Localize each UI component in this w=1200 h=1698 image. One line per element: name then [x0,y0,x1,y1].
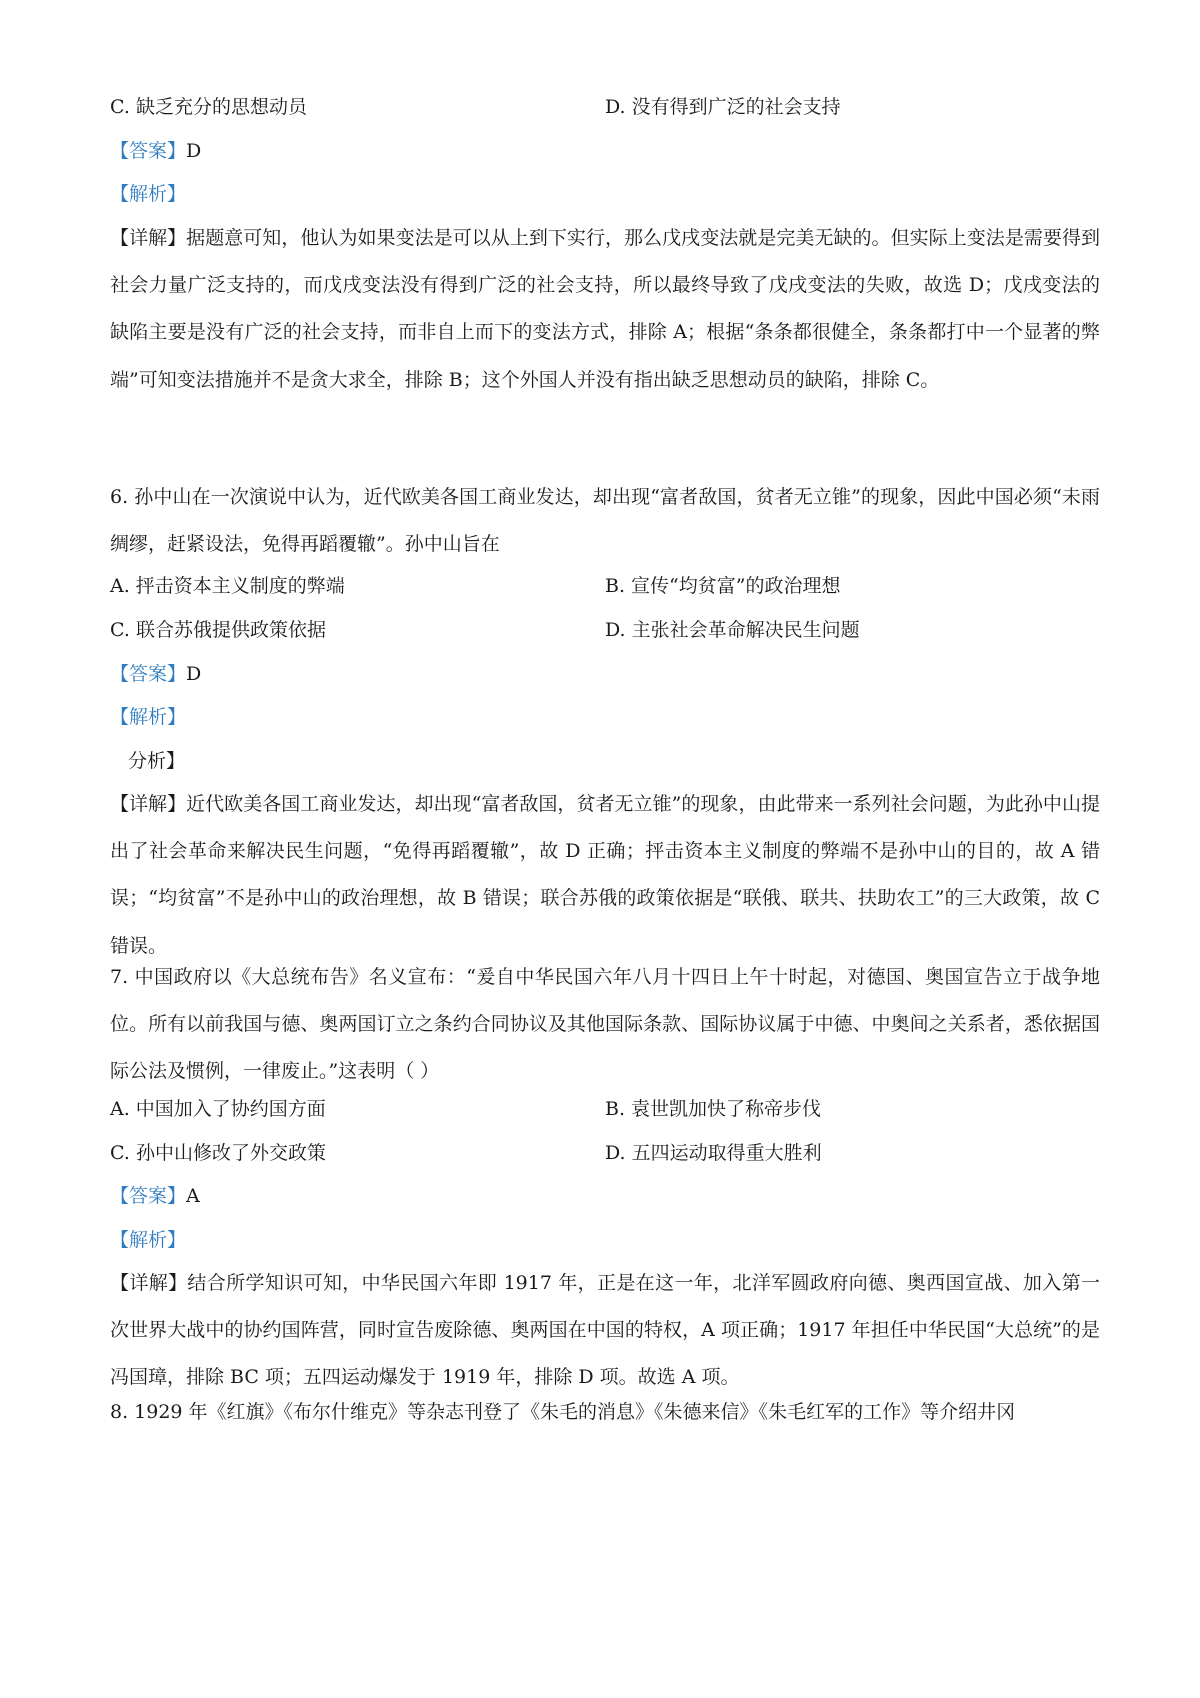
q5-analysis-tag: 【解析】 [110,183,187,205]
q7-analysis-tag: 【解析】 [110,1229,187,1251]
q6-fenxi: 分析】 [128,750,186,772]
q6-detail: 【详解】近代欧美各国工商业发达，却出现“富者敌国，贫者无立锥”的现象，由此带来一系列社会问题，为此孙中山提出了社会革命来解决民生问题，“免得再蹈覆辙”，故 D 正确；抨击资本主义制度的弊端不是孙中山的目的，故 A 错误；“均贫富”不是孙中山的政治理想，故 B 错误；联合苏俄的政策依据是“联俄、联共、扶助农工”的三大政策，故 C 错误。 [110,793,1100,957]
answer-value: D [186,140,202,162]
q7-stem: 7. 中国政府以《大总统布告》名义宣布：“爰自中华民国六年八月十四日上午十时起，对德国、奥国宣告立于战争地位。所有以前我国与德、奥两国订立之条约合同协议及其他国际条款、国际协议属于中德、中奥间之关系者，悉依据国际公法及惯例，一律废止。”这表明（ ） [110,966,1100,1083]
q7-option-d: D. 五四运动取得重大胜利 [605,1142,822,1164]
q7-option-c: C. 孙中山修改了外交政策 [110,1142,326,1164]
q7-option-b: B. 袁世凯加快了称帝步伐 [605,1098,822,1120]
answer-tag: 【答案】 [110,1185,187,1207]
q7-detail: 【详解】结合所学知识可知，中华民国六年即 1917 年，正是在这一年，北洋军圆政府向德、奥西国宣战、加入第一次世界大战中的协约国阵营，同时宣告废除德、奥两国在中国的特权，A 项正确；1917 年担任中华民国“大总统”的是冯国璋，排除 BC 项；五四运动爆发于 1919 年，排除 D 项。故选 A 项。 [110,1272,1100,1389]
q6-stem: 6. 孙中山在一次演说中认为，近代欧美各国工商业发达，却出现“富者敌国，贫者无立锥”的现象，因此中国必须“未雨绸缪，赶紧设法，免得再蹈覆辙”。孙中山旨在 [110,486,1100,556]
answer-tag: 【答案】 [110,663,187,685]
q5-detail: 【详解】据题意可知，他认为如果变法是可以从上到下实行，那么戊戌变法就是完美无缺的。但实际上变法是需要得到社会力量广泛支持的，而戊戌变法没有得到广泛的社会支持，所以最终导致了戊戌变法的失败，故选 D；戊戌变法的缺陷主要是没有广泛的社会支持，而非自上而下的变法方式，排除 A；根据“条条都很健全，条条都打中一个显著的弊端”可知变法措施并不是贪大求全，排除 B；这个外国人并没有指出缺乏思想动员的缺陷，排除 C。 [110,227,1100,391]
q7-option-a: A. 中国加入了协约国方面 [110,1098,326,1120]
q5-option-c: C. 缺乏充分的思想动员 [110,96,307,118]
answer-value: D [186,663,202,685]
q6-option-b: B. 宣传“均贫富”的政治理想 [605,575,841,597]
q7-answer [110,1184,200,1208]
q5-answer [110,139,201,163]
q6-option-a: A. 抨击资本主义制度的弊端 [110,575,345,597]
answer-value: A [186,1185,200,1207]
q6-answer [110,662,201,686]
q6-option-d: D. 主张社会革命解决民生问题 [605,619,860,641]
q6-analysis-tag: 【解析】 [110,706,187,728]
q5-option-d: D. 没有得到广泛的社会支持 [605,96,841,118]
q6-option-c: C. 联合苏俄提供政策依据 [110,619,326,641]
answer-tag: 【答案】 [110,140,187,162]
q8-stem: 8. 1929 年《红旗》《布尔什维克》等杂志刊登了《朱毛的消息》《朱德来信》《朱毛红军的工作》等介绍井冈 [110,1401,1016,1423]
